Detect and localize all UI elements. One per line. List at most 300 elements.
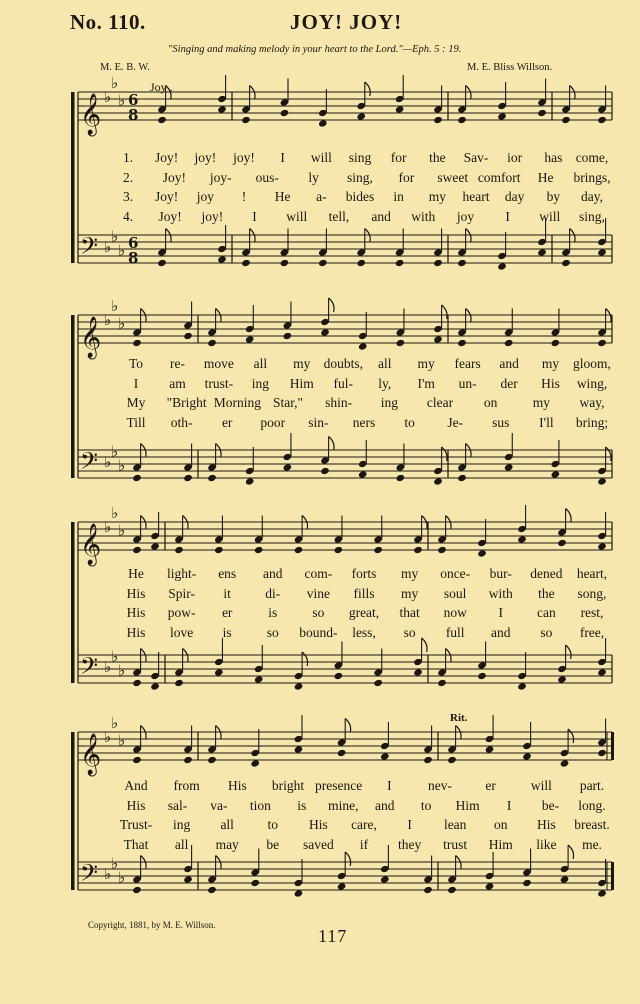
- lyric-syllable: poor: [260, 414, 286, 430]
- key-signature-flat: ♭: [104, 238, 112, 256]
- treble-notes: [485, 745, 495, 753]
- lyric-syllable: will: [310, 150, 332, 165]
- lyric-syllable: is: [268, 605, 278, 620]
- lyric-syllable: dened: [530, 566, 563, 581]
- bass-notes: [442, 447, 447, 461]
- bass-notes: [132, 679, 142, 687]
- key-signature-flat: ♭: [111, 297, 119, 315]
- treble-notes: [318, 119, 328, 127]
- bass-notes: [329, 437, 334, 451]
- key-signature-flat: ♭: [118, 91, 126, 110]
- lyric-syllable: sing,: [347, 169, 373, 185]
- treble-notes: [358, 342, 368, 350]
- treble-notes: [457, 339, 467, 347]
- lyric-syllable: He: [274, 189, 291, 204]
- lyric-syllable: day,: [581, 189, 603, 204]
- treble-notes: [437, 546, 447, 554]
- lyric-syllable: by: [546, 189, 561, 204]
- lyric-syllable: long.: [578, 797, 606, 813]
- bass-notes: [433, 477, 443, 485]
- lyric-syllable: my: [532, 395, 550, 410]
- lyric-syllable: sweet: [437, 169, 469, 185]
- lyric-syllable: has: [544, 150, 563, 165]
- lyric-syllable: That: [123, 836, 149, 852]
- lyric-syllable: on: [483, 395, 498, 410]
- verse-line: [0, 837, 640, 857]
- treble-notes: [433, 116, 443, 124]
- lyric-syllable: His: [227, 778, 247, 793]
- lyric-syllable: for: [390, 150, 407, 165]
- lyric-syllable: nev-: [428, 778, 452, 793]
- bass-notes: [597, 477, 607, 485]
- key-signature-flat: ♭: [111, 504, 119, 522]
- bass-notes: [217, 255, 227, 263]
- lyric-syllable: that: [399, 605, 420, 620]
- page-number: 117: [318, 926, 348, 946]
- treble-notes: [597, 339, 607, 347]
- treble-notes: [245, 335, 255, 343]
- bass-notes: [214, 668, 224, 676]
- verse-line: [0, 625, 640, 645]
- bass-notes: [566, 645, 571, 659]
- treble-notes: [320, 328, 330, 336]
- lyric-syllable: bright: [271, 778, 305, 793]
- lyric-syllable: 3.: [122, 189, 134, 204]
- bass-notes: [437, 679, 447, 687]
- bass-notes: [150, 682, 160, 690]
- lyric-syllable: and: [491, 624, 511, 640]
- lyric-syllable: Joy!: [158, 208, 182, 224]
- lyric-syllable: joy!: [201, 208, 224, 224]
- lyric-syllable: ly: [308, 169, 319, 185]
- treble-notes: [174, 546, 184, 554]
- lyric-syllable: and: [499, 356, 519, 371]
- lyric-syllable: ing: [172, 817, 191, 832]
- bass-notes: [557, 675, 567, 683]
- lyric-syllable: bring;: [575, 414, 609, 430]
- bass-notes: [485, 882, 495, 890]
- bass-clef-icon: 𝄢: [80, 859, 99, 892]
- lyric-syllable: clear: [426, 395, 454, 410]
- lyric-syllable: care,: [351, 817, 377, 832]
- bass-notes: [497, 262, 507, 270]
- bass-notes: [504, 463, 514, 471]
- lyric-syllable: be-: [541, 797, 560, 813]
- treble-notes: [294, 546, 304, 554]
- bass-notes: [245, 477, 255, 485]
- lyric-syllable: I: [407, 817, 412, 832]
- lyric-syllable: heart,: [576, 566, 608, 581]
- verse-line: [0, 209, 640, 229]
- key-signature-flat: ♭: [104, 518, 112, 536]
- lyric-syllable: all: [174, 836, 189, 852]
- lyric-syllable: Spir-: [168, 585, 195, 601]
- bass-clef-icon: 𝄢: [80, 232, 99, 265]
- lyric-syllable: I: [280, 150, 285, 165]
- verse-line: [0, 150, 640, 170]
- lyric-syllable: my: [541, 356, 560, 371]
- treble-notes: [132, 339, 142, 347]
- lyric-syllable: bound-: [299, 624, 338, 640]
- treble-notes: [250, 759, 260, 767]
- time-signature-denominator: 8: [128, 249, 139, 267]
- lyric-syllable: sing: [348, 150, 372, 165]
- treble-notes: [395, 105, 405, 113]
- copyright-notice: Copyright, 1881, by M. E. Willson.: [88, 920, 216, 930]
- lyric-syllable: they: [397, 836, 422, 852]
- lyric-syllable: vine: [306, 585, 331, 601]
- lyric-syllable: to: [420, 797, 432, 813]
- lyric-syllable: re-: [169, 356, 185, 371]
- lyric-syllable: I'm: [417, 375, 435, 391]
- treble-clef-icon: 𝄞: [80, 317, 102, 358]
- lyric-syllable: His: [126, 605, 146, 620]
- bass-notes: [254, 675, 264, 683]
- treble-notes: [207, 756, 217, 764]
- lyric-syllable: "Bright: [166, 395, 207, 410]
- treble-notes: [345, 719, 350, 733]
- bass-notes: [320, 467, 330, 475]
- treble-notes: [183, 332, 193, 340]
- bass-notes: [294, 682, 304, 690]
- time-signature-numerator: 6: [128, 91, 139, 109]
- treble-notes: [457, 116, 467, 124]
- treble-notes: [522, 752, 532, 760]
- scripture-epigraph: "Singing and making melody in your heart to the Lord."—Eph. 5 : 19.: [168, 44, 462, 55]
- lyric-syllable: and: [263, 566, 283, 581]
- lyric-syllable: love: [169, 624, 194, 640]
- verse-line: [0, 376, 640, 396]
- lyric-syllable: Him: [488, 836, 513, 852]
- key-signature-flat: ♭: [118, 314, 126, 333]
- lyric-syllable: ing: [251, 375, 269, 391]
- bass-notes: [283, 463, 293, 471]
- lyric-syllable: is: [222, 624, 232, 640]
- lyric-syllable: Star,": [272, 395, 304, 410]
- treble-notes: [283, 332, 293, 340]
- bass-notes: [337, 882, 347, 890]
- lyric-syllable: like: [536, 836, 557, 852]
- lyric-syllable: shin-: [325, 395, 353, 410]
- lyric-syllable: tion: [249, 797, 271, 813]
- key-signature-flat: ♭: [118, 456, 126, 475]
- treble-notes: [356, 112, 366, 120]
- lyric-syllable: bides: [345, 189, 375, 204]
- treble-notes: [150, 542, 160, 550]
- lyric-syllable: presence: [315, 778, 363, 793]
- lyric-syllable: He: [128, 566, 144, 581]
- lyric-syllable: my: [417, 356, 435, 371]
- verse-line: [0, 395, 640, 415]
- bass-clef-icon: 𝄢: [80, 652, 99, 685]
- lyric-syllable: I: [133, 375, 139, 391]
- lyric-syllable: ing: [380, 395, 398, 410]
- treble-notes: [597, 116, 607, 124]
- lyric-syllable: I'll: [539, 414, 554, 430]
- time-signature-numerator: 6: [128, 234, 139, 252]
- lyric-syllable: can: [537, 605, 556, 620]
- bass-notes: [358, 470, 368, 478]
- treble-notes: [294, 745, 304, 753]
- lyric-syllable: sin-: [308, 414, 329, 430]
- treble-clef-icon: 𝄞: [80, 734, 102, 775]
- lyric-syllable: Till: [126, 414, 146, 430]
- lyric-syllable: my: [400, 585, 419, 601]
- lyric-syllable: er: [221, 414, 233, 430]
- bass-notes: [183, 875, 193, 883]
- treble-notes: [537, 109, 547, 117]
- treble-notes: [413, 546, 423, 554]
- lyric-syllable: it: [223, 585, 231, 601]
- lyric-syllable: will: [539, 208, 561, 224]
- lyric-syllable: full: [445, 624, 465, 640]
- bass-notes: [250, 879, 260, 887]
- lyric-syllable: His: [541, 375, 560, 391]
- treble-notes: [207, 339, 217, 347]
- lyric-syllable: 4.: [122, 208, 134, 224]
- lyric-syllable: pow-: [167, 605, 196, 620]
- treble-notes: [561, 116, 571, 124]
- lyric-syllable: less,: [352, 624, 376, 640]
- treble-notes: [517, 535, 527, 543]
- lyric-syllable: for: [398, 169, 415, 185]
- treble-notes: [373, 546, 383, 554]
- lyric-syllable: sal-: [167, 797, 188, 813]
- key-signature-flat: ♭: [118, 661, 126, 680]
- lyric-syllable: di-: [265, 585, 281, 601]
- time-signature-denominator: 8: [128, 106, 139, 124]
- lyric-syllable: va-: [210, 797, 228, 813]
- lyric-syllable: I: [387, 778, 392, 793]
- treble-notes: [504, 339, 514, 347]
- treble-notes: [566, 509, 571, 523]
- lyric-syllable: 2.: [122, 169, 134, 185]
- treble-notes: [597, 749, 607, 757]
- lyric-syllable: Joy!: [155, 189, 179, 204]
- lyric-syllable: my: [428, 189, 446, 204]
- treble-notes: [568, 729, 573, 743]
- lyric-syllable: brings,: [573, 169, 611, 185]
- lyric-syllable: with: [488, 585, 513, 601]
- lyric-syllable: from: [173, 778, 200, 793]
- bass-notes: [537, 248, 547, 256]
- lyric-syllable: be: [266, 836, 280, 852]
- bass-notes: [132, 886, 142, 894]
- lyric-syllable: fears: [454, 356, 481, 371]
- lyric-syllable: rest,: [580, 605, 604, 620]
- lyric-syllable: and: [374, 797, 395, 813]
- treble-notes: [380, 752, 390, 760]
- lyric-syllable: His: [126, 585, 146, 601]
- lyric-syllable: Je-: [447, 414, 464, 430]
- bass-notes: [447, 886, 457, 894]
- bass-notes: [207, 474, 217, 482]
- lyric-syllable: His: [126, 797, 146, 813]
- treble-clef-icon: 𝄞: [80, 524, 102, 565]
- lyric-syllable: doubts,: [323, 356, 363, 371]
- lyric-syllable: so: [266, 624, 279, 640]
- treble-notes: [477, 549, 487, 557]
- bass-notes: [396, 474, 406, 482]
- lyric-syllable: is: [297, 797, 307, 813]
- bass-notes: [457, 259, 467, 267]
- lyric-syllable: ly,: [378, 375, 392, 391]
- lyric-syllable: I: [252, 208, 257, 224]
- verse-line: [0, 817, 640, 837]
- lyric-syllable: joy: [456, 208, 475, 224]
- lyric-syllable: wing,: [576, 375, 608, 391]
- lyric-syllable: free,: [579, 624, 605, 640]
- lyric-syllable: come,: [575, 150, 609, 165]
- bass-notes: [433, 259, 443, 267]
- lyric-syllable: mine,: [328, 797, 359, 813]
- treble-notes: [551, 339, 561, 347]
- lyric-syllable: all: [220, 817, 234, 832]
- treble-notes: [560, 759, 570, 767]
- lyric-syllable: breast.: [574, 817, 610, 832]
- bass-notes: [157, 259, 167, 267]
- lyric-syllable: so: [403, 624, 416, 640]
- bass-notes: [413, 668, 423, 676]
- lyric-syllable: I: [505, 208, 510, 224]
- treble-notes: [423, 756, 433, 764]
- treble-notes: [254, 546, 264, 554]
- lyric-syllable: joy: [196, 189, 214, 204]
- bass-notes: [517, 682, 527, 690]
- key-signature-flat: ♭: [111, 74, 119, 92]
- verse-line: [0, 798, 640, 818]
- key-signature-flat: ♭: [111, 714, 119, 732]
- words-credit: M. E. B. W.: [100, 62, 150, 73]
- treble-clef-icon: 𝄞: [80, 94, 102, 135]
- lyric-syllable: comfort: [477, 169, 521, 185]
- lyric-syllable: forts: [351, 566, 377, 581]
- lyric-syllable: so: [540, 624, 553, 640]
- bass-notes: [318, 259, 328, 267]
- key-signature-flat: ♭: [118, 521, 126, 540]
- treble-notes: [497, 112, 507, 120]
- lyric-syllable: To: [128, 356, 144, 371]
- lyric-syllable: lean: [443, 817, 467, 832]
- verse-line: [0, 586, 640, 606]
- treble-notes: [334, 546, 344, 554]
- treble-notes: [280, 109, 290, 117]
- key-signature-flat: ♭: [104, 88, 112, 106]
- bass-notes: [380, 875, 390, 883]
- lyric-syllable: may: [215, 836, 239, 852]
- lyric-syllable: am: [169, 375, 186, 391]
- lyric-syllable: sing,: [579, 208, 605, 224]
- lyric-syllable: Trust-: [119, 817, 153, 832]
- lyric-syllable: der: [500, 375, 518, 391]
- lyric-syllable: com-: [304, 566, 333, 581]
- lyric-syllable: er: [485, 778, 496, 793]
- lyric-syllable: ior: [507, 150, 523, 165]
- lyric-syllable: tell,: [328, 208, 350, 224]
- bass-notes: [373, 679, 383, 687]
- bass-notes: [294, 889, 304, 897]
- bass-notes: [560, 875, 570, 883]
- key-signature-flat: ♭: [104, 311, 112, 329]
- lyric-syllable: sus: [492, 414, 510, 430]
- lyric-syllable: bur-: [489, 566, 512, 581]
- lyric-syllable: His: [309, 817, 328, 832]
- treble-notes: [214, 546, 224, 554]
- lyric-syllable: fills: [353, 585, 375, 601]
- treble-notes: [365, 82, 370, 96]
- bass-notes: [241, 259, 251, 267]
- lyric-syllable: ens: [218, 566, 237, 581]
- key-signature-flat: ♭: [111, 854, 119, 873]
- bass-clef-icon: 𝄢: [80, 447, 99, 480]
- lyric-syllable: er: [221, 605, 233, 620]
- lyric-syllable: Him: [289, 375, 314, 391]
- hymn-number: No. 110.: [70, 10, 146, 34]
- final-barline: [611, 862, 614, 890]
- treble-notes: [132, 546, 142, 554]
- bass-notes: [395, 259, 405, 267]
- lyric-syllable: all: [377, 356, 392, 371]
- bass-notes: [174, 679, 184, 687]
- lyric-syllable: now: [443, 605, 467, 620]
- treble-notes: [132, 756, 142, 764]
- lyric-syllable: And: [124, 778, 148, 793]
- bass-notes: [302, 652, 307, 666]
- lyric-syllable: 1.: [122, 150, 134, 165]
- bass-notes: [280, 259, 290, 267]
- lyric-syllable: to: [267, 817, 279, 832]
- final-barline: [611, 732, 614, 760]
- lyric-syllable: the: [538, 585, 555, 601]
- bass-notes: [334, 672, 344, 680]
- lyric-syllable: gloom,: [573, 356, 611, 371]
- treble-notes: [183, 756, 193, 764]
- key-signature-flat: ♭: [118, 868, 126, 887]
- lyric-syllable: soul: [443, 585, 467, 601]
- key-signature-flat: ♭: [104, 658, 112, 676]
- verse-line: [0, 189, 640, 209]
- lyric-syllable: saved: [303, 836, 334, 852]
- lyric-syllable: ful-: [333, 375, 354, 391]
- treble-notes: [329, 298, 334, 312]
- verse-line: [0, 778, 640, 798]
- lyric-syllable: will: [530, 778, 552, 793]
- lyric-syllable: all: [253, 356, 268, 371]
- treble-notes: [442, 305, 447, 319]
- lyric-syllable: trust-: [204, 375, 234, 391]
- bass-notes: [606, 447, 611, 461]
- bass-notes: [477, 672, 487, 680]
- bass-notes: [423, 886, 433, 894]
- tempo-marking: Joy .: [150, 80, 173, 94]
- lyric-syllable: me.: [582, 836, 602, 852]
- lyric-syllable: light-: [166, 566, 197, 581]
- treble-notes: [597, 542, 607, 550]
- bass-notes: [597, 889, 607, 897]
- lyric-syllable: Him: [455, 797, 480, 813]
- lyric-syllable: song,: [577, 585, 607, 601]
- lyric-syllable: Sav-: [463, 150, 489, 165]
- treble-notes: [157, 116, 167, 124]
- bass-notes: [597, 668, 607, 676]
- bass-notes: [356, 259, 366, 267]
- lyric-syllable: and: [371, 208, 391, 224]
- verse-line: [0, 566, 640, 586]
- key-signature-flat: ♭: [104, 453, 112, 471]
- lyric-syllable: I: [506, 797, 512, 813]
- bass-notes: [207, 886, 217, 894]
- lyric-syllable: I: [498, 605, 504, 620]
